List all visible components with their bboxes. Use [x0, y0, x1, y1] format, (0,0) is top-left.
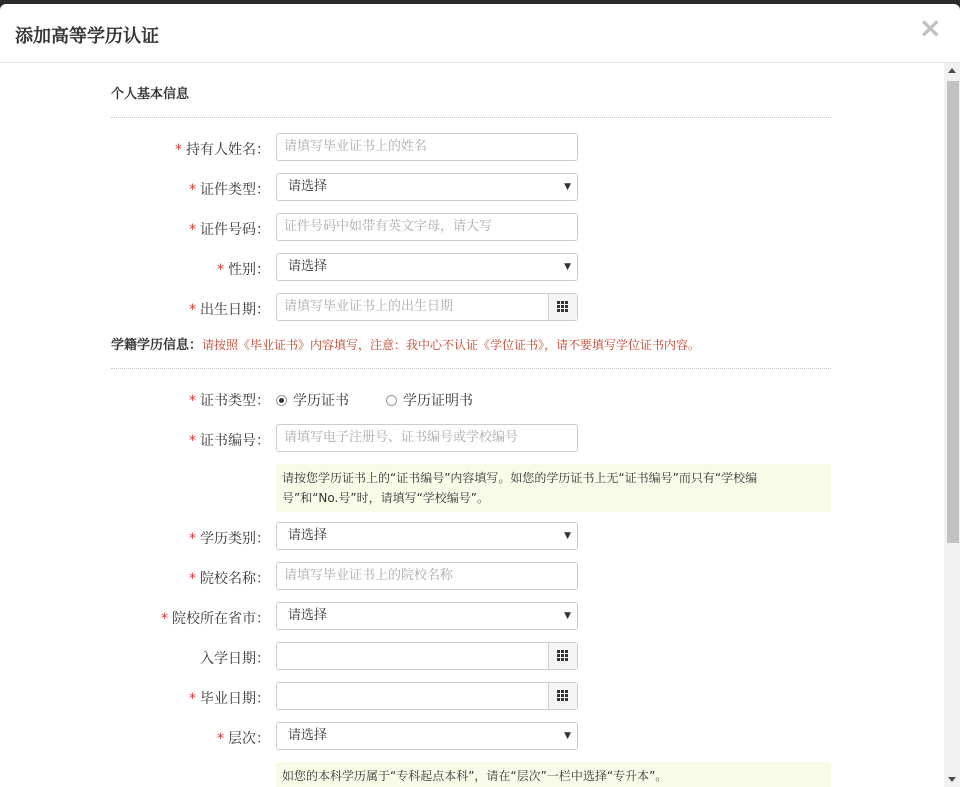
dialog-title: 添加高等学历认证 — [15, 26, 159, 47]
radio-checked-icon — [276, 395, 287, 406]
field-label-school-name: * 院校名称： — [189, 571, 270, 587]
school-name-placeholder: 请填写毕业证书上的院校名称 — [284, 568, 454, 583]
vertical-scrollbar[interactable] — [944, 63, 960, 787]
required-mark: * — [189, 531, 196, 547]
field-label-birth-date: * 出生日期： — [189, 302, 270, 318]
field-label-school-province: * 院校所在省市： — [161, 611, 270, 627]
required-mark: * — [217, 262, 224, 278]
id-type-value: 请选择 — [288, 179, 328, 194]
caret-down-icon: ▼ — [564, 262, 571, 272]
birth-date-placeholder: 请填写毕业证书上的出生日期 — [284, 299, 454, 314]
dialog — [0, 4, 960, 787]
field-label-grad-date: * 毕业日期： — [189, 691, 270, 707]
field-label-gender: * 性别： — [217, 262, 270, 278]
level-hint: 如您的本科学历属于“专科起点本科”，请在“层次”一栏中选择“专升本”。 — [276, 762, 831, 787]
section-title-edu: 学籍学历信息： — [111, 338, 203, 353]
required-mark: * — [189, 222, 196, 238]
caret-down-icon: ▼ — [564, 731, 571, 741]
required-mark: * — [189, 393, 196, 409]
edu-category-value: 请选择 — [288, 528, 328, 543]
required-mark: * — [189, 302, 196, 318]
calendar-button[interactable] — [548, 294, 577, 320]
field-label-cert-type: * 证书类型： — [189, 393, 270, 409]
field-label-level: * 层次： — [217, 731, 270, 747]
required-mark: * — [189, 433, 196, 449]
calendar-grid-icon — [557, 690, 568, 701]
level-select[interactable] — [276, 722, 578, 750]
gender-value: 请选择 — [288, 259, 328, 274]
scroll-down-icon[interactable] — [948, 777, 956, 782]
level-value: 请选择 — [288, 728, 328, 743]
caret-down-icon: ▼ — [564, 611, 571, 621]
school-province-select[interactable] — [276, 602, 578, 630]
scroll-up-icon[interactable] — [948, 68, 956, 73]
school-province-value: 请选择 — [288, 608, 328, 623]
radio-cert-degree[interactable]: 学历证书 — [276, 390, 349, 410]
section-title-personal: 个人基本信息 — [111, 87, 190, 102]
required-mark: * — [175, 142, 182, 158]
id-type-select[interactable] — [276, 173, 578, 201]
divider — [111, 368, 831, 369]
radio-unchecked-icon — [386, 395, 397, 406]
cert-number-input[interactable] — [276, 424, 578, 452]
calendar-grid-icon — [557, 301, 568, 312]
gender-select[interactable] — [276, 253, 578, 281]
calendar-button[interactable] — [548, 643, 577, 669]
school-name-input[interactable] — [276, 562, 578, 590]
cert-number-hint: 请按您学历证书上的“证书编号”内容填写。如您的学历证书上无“证书编号”而只有“学校编 号”和“No.号”时，请填写“学校编号”。 — [276, 464, 831, 512]
grad-date-input[interactable] — [276, 682, 578, 710]
cert-number-placeholder: 请填写电子注册号、证书编号或学校编号 — [284, 430, 519, 445]
close-icon[interactable]: × — [918, 11, 942, 44]
edu-section-header — [111, 334, 700, 353]
field-label-cert-number: * 证书编号： — [189, 433, 270, 449]
id-number-placeholder: 证件号码中如带有英文字母，请大写 — [284, 219, 493, 234]
scrollbar-thumb[interactable] — [947, 81, 959, 543]
edu-notice: 请按照《毕业证书》内容填写，注意：我中心不认证《学位证书》，请不要填写学位证书内容。 — [202, 338, 701, 352]
required-mark: * — [189, 571, 196, 587]
enroll-date-input[interactable] — [276, 642, 578, 670]
field-label-edu-category: * 学历类别： — [189, 531, 270, 547]
caret-down-icon: ▼ — [564, 182, 571, 192]
birth-date-input[interactable] — [276, 293, 578, 321]
required-mark: * — [217, 731, 224, 747]
name-placeholder: 请填写毕业证书上的姓名 — [284, 139, 428, 154]
dialog-body — [0, 63, 944, 787]
field-label-name: * 持有人姓名： — [175, 142, 270, 158]
required-mark: * — [189, 691, 196, 707]
field-label-enroll-date: 入学日期： — [200, 651, 270, 667]
name-input[interactable] — [276, 133, 578, 161]
calendar-button[interactable] — [548, 683, 577, 709]
required-mark: * — [189, 182, 196, 198]
divider — [111, 117, 831, 118]
id-number-input[interactable] — [276, 213, 578, 241]
edu-category-select[interactable] — [276, 522, 578, 550]
radio-cert-proof[interactable]: 学历证明书 — [386, 390, 473, 410]
dialog-header — [0, 4, 960, 63]
caret-down-icon: ▼ — [564, 531, 571, 541]
field-label-id-type: * 证件类型： — [189, 182, 270, 198]
field-label-id-number: * 证件号码： — [189, 222, 270, 238]
required-mark: * — [161, 611, 168, 627]
calendar-grid-icon — [557, 650, 568, 661]
